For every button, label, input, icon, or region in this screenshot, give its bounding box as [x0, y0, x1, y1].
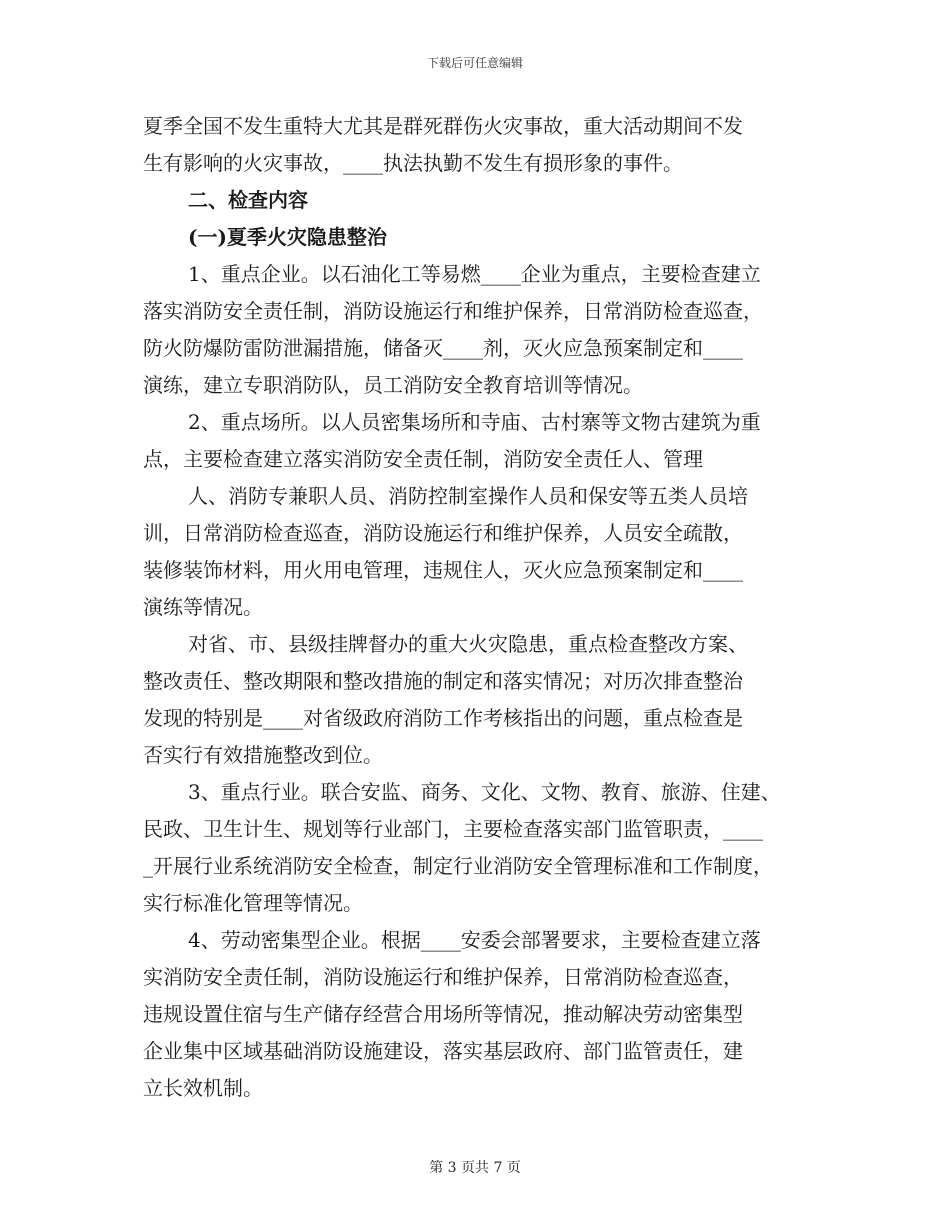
body-text-line: 否实行有效措施整改到位。	[143, 743, 383, 767]
body-text-line: 对省、市、县级挂牌督办的重大火灾隐患，重点检查整改方案、	[188, 632, 748, 656]
body-text-line: 违规设置住宿与生产储存经营合用场所等情况，推动解决劳动密集型	[143, 1002, 743, 1026]
body-text-line: 企业集中区域基础消防设施建设，落实基层政府、部门监管责任，建	[143, 1039, 743, 1063]
body-text-line: 3、重点行业。联合安监、商务、文化、文物、教育、旅游、住建、	[188, 780, 781, 804]
body-text-line: 防火防爆防雷防泄漏措施，储备灭____剂，灭火应急预案制定和____	[143, 336, 743, 360]
body-text-line: 1、重点企业。以石油化工等易燃____企业为重点，主要检查建立	[188, 262, 761, 286]
page-header: 下载后可任意编辑	[426, 56, 523, 70]
body-text-line: 落实消防安全责任制，消防设施运行和维护保养，日常消防检查巡查，	[143, 299, 763, 323]
body-text-line: 演练，建立专职消防队，员工消防安全教育培训等情况。	[143, 373, 643, 397]
document-body	[143, 108, 833, 1107]
body-text-line: 4、劳动密集型企业。根据____安委会部署要求，主要检查建立落	[188, 928, 761, 952]
section-heading: 二、检查内容	[188, 188, 308, 212]
body-text-line: 2、重点场所。以人员密集场所和寺庙、古村寨等文物古建筑为重	[188, 410, 761, 434]
body-text-line: _开展行业系统消防安全检查，制定行业消防安全管理标准和工作制度，	[143, 854, 773, 878]
page-footer: 第 3 页共 7 页	[429, 1160, 521, 1176]
body-text-line: 民政、卫生计生、规划等行业部门，主要检查落实部门监管职责，____	[143, 817, 763, 841]
body-text-line: 立长效机制。	[143, 1076, 263, 1100]
body-text-line: 发现的特别是____对省级政府消防工作考核指出的问题，重点检查是	[143, 706, 743, 730]
body-text-line: 演练等情况。	[143, 595, 263, 619]
body-text-line: 整改责任、整改期限和整改措施的制定和落实情况；对历次排查整治	[143, 669, 743, 693]
body-text-line: 夏季全国不发生重特大尤其是群死群伤火灾事故，重大活动期间不发	[143, 114, 743, 138]
body-text-line: 生有影响的火灾事故，____执法执勤不发生有损形象的事件。	[143, 151, 683, 175]
body-text-line: 装修装饰材料，用火用电管理，违规住人，灭火应急预案制定和____	[143, 558, 743, 582]
body-text-line: 实行标准化管理等情况。	[143, 891, 363, 915]
body-text-line: 训，日常消防检查巡查，消防设施运行和维护保养，人员安全疏散，	[143, 521, 743, 545]
body-text-line: 人、消防专兼职人员、消防控制室操作人员和保安等五类人员培	[188, 484, 748, 508]
body-text-line: 点，主要检查建立落实消防安全责任制，消防安全责任人、管理	[143, 447, 703, 471]
section-heading: (一)夏季火灾隐患整治	[188, 225, 387, 249]
body-text-line: 实消防安全责任制，消防设施运行和维护保养，日常消防检查巡查，	[143, 965, 743, 989]
